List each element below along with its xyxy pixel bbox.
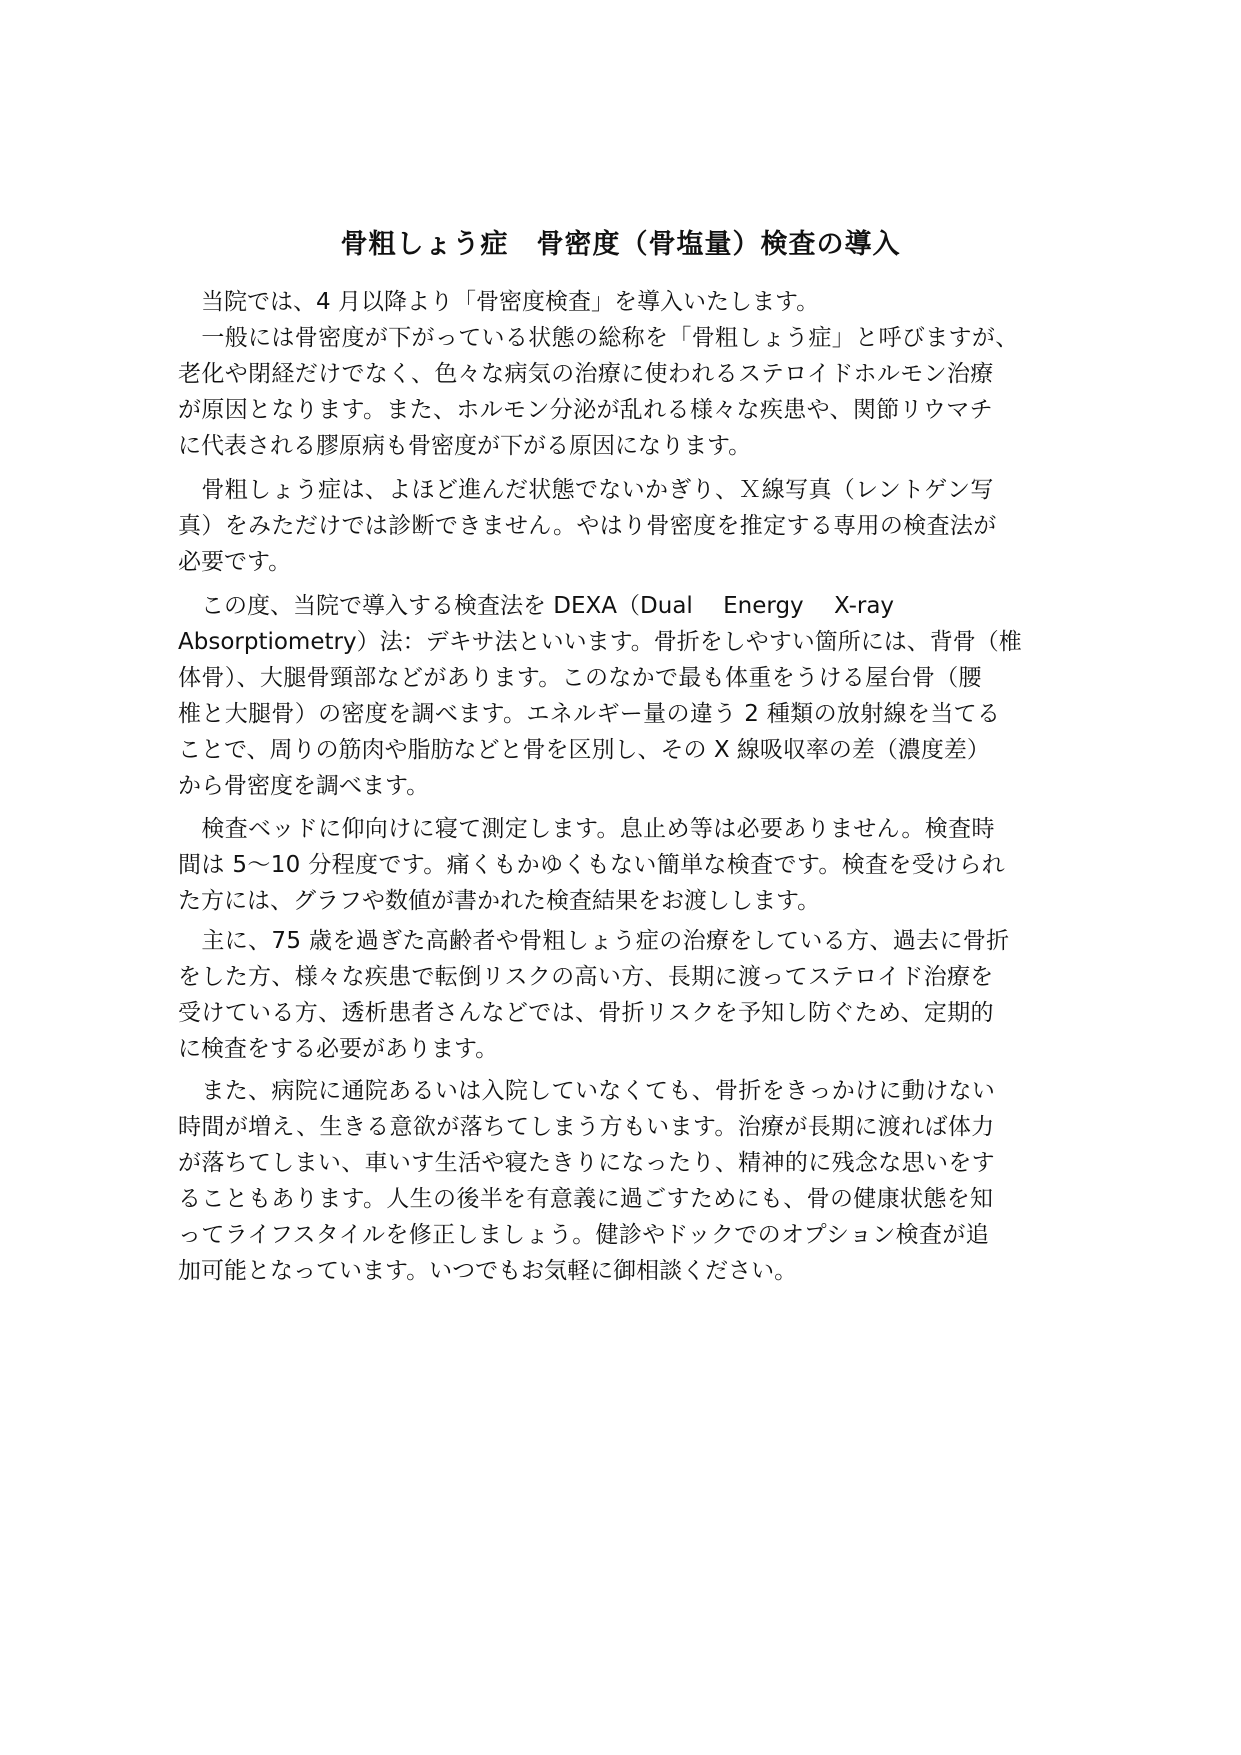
body-line: Absorptiometry）法：デキサ法といいます。骨折をしやすい箇所には、背骨（椎 <box>178 629 1022 655</box>
body-line: から骨密度を調べます。 <box>178 773 430 799</box>
body-line: ることもあります。人生の後半を有意義に過ごすためにも、骨の健康状態を知 <box>178 1186 994 1212</box>
body-line: 体骨）、大腿骨頸部などがあります。このなかで最も体重をうける屋台骨（腰 <box>178 665 982 691</box>
body-line: に代表される膠原病も骨密度が下がる原因になります。 <box>178 433 752 459</box>
body-line: た方には、グラフや数値が書かれた検査結果をお渡しします。 <box>178 888 821 914</box>
body-line: 受けている方、透析患者さんなどでは、骨折リスクを予知し防ぐため、定期的 <box>178 1000 994 1026</box>
body-line: 真）をみただけでは診断できません。やはり骨密度を推定する専用の検査法が <box>178 513 997 539</box>
body-line: 主に、75 歳を過ぎた高齢者や骨粗しょう症の治療をしている方、過去に骨折 <box>178 928 1010 954</box>
body-line: に検査をする必要があります。 <box>178 1036 499 1062</box>
body-line: 時間が増え、生きる意欲が落ちてしまう方もいます。治療が長期に渡れば体力 <box>178 1114 995 1140</box>
body-line: 一般には骨密度が下がっている状態の総称を「骨粗しょう症」と呼びますが、 <box>178 325 1019 351</box>
body-line: この度、当院で導入する検査法を DEXA（Dual Energy X-ray <box>178 593 895 619</box>
document-title: 骨粗しょう症 骨密度（骨塩量）検査の導入 <box>340 229 901 260</box>
body-line: が落ちてしまい、車いす生活や寝たきりになったり、精神的に残念な思いをす <box>178 1150 996 1176</box>
body-line: 加可能となっています。いつでもお気軽に御相談ください。 <box>178 1258 798 1284</box>
body-line: 老化や閉経だけでなく、色々な病気の治療に使われるステロイドホルモン治療 <box>178 361 994 387</box>
body-line: ことで、周りの筋肉や脂肪などと骨を区別し、その X 線吸収率の差（濃度差） <box>178 737 990 763</box>
body-line: 当院では、4 月以降より「骨密度検査」を導入いたします。 <box>178 289 820 315</box>
body-line: ってライフスタイルを修正しましょう。健診やドックでのオプション検査が追 <box>178 1222 990 1248</box>
body-line: 椎と大腿骨）の密度を調べます。エネルギー量の違う 2 種類の放射線を当てる <box>178 701 1001 727</box>
body-line: が原因となります。また、ホルモン分泌が乱れる様々な疾患や、関節リウマチ <box>178 397 993 423</box>
body-line: をした方、様々な疾患で転倒リスクの高い方、長期に渡ってステロイド治療を <box>178 964 994 990</box>
body-line: 検査ベッドに仰向けに寝て測定します。息止め等は必要ありません。検査時 <box>178 816 995 842</box>
body-line: また、病院に通院あるいは入院していなくても、骨折をきっかけに動けない <box>178 1078 996 1104</box>
body-line: 必要です。 <box>178 549 292 575</box>
body-line: 間は 5～10 分程度です。痛くもかゆくもない簡単な検査です。検査を受けられ <box>178 852 1006 878</box>
body-line: 骨粗しょう症は、よほど進んだ状態でないかぎり、Ｘ線写真（レントゲン写 <box>178 477 994 503</box>
